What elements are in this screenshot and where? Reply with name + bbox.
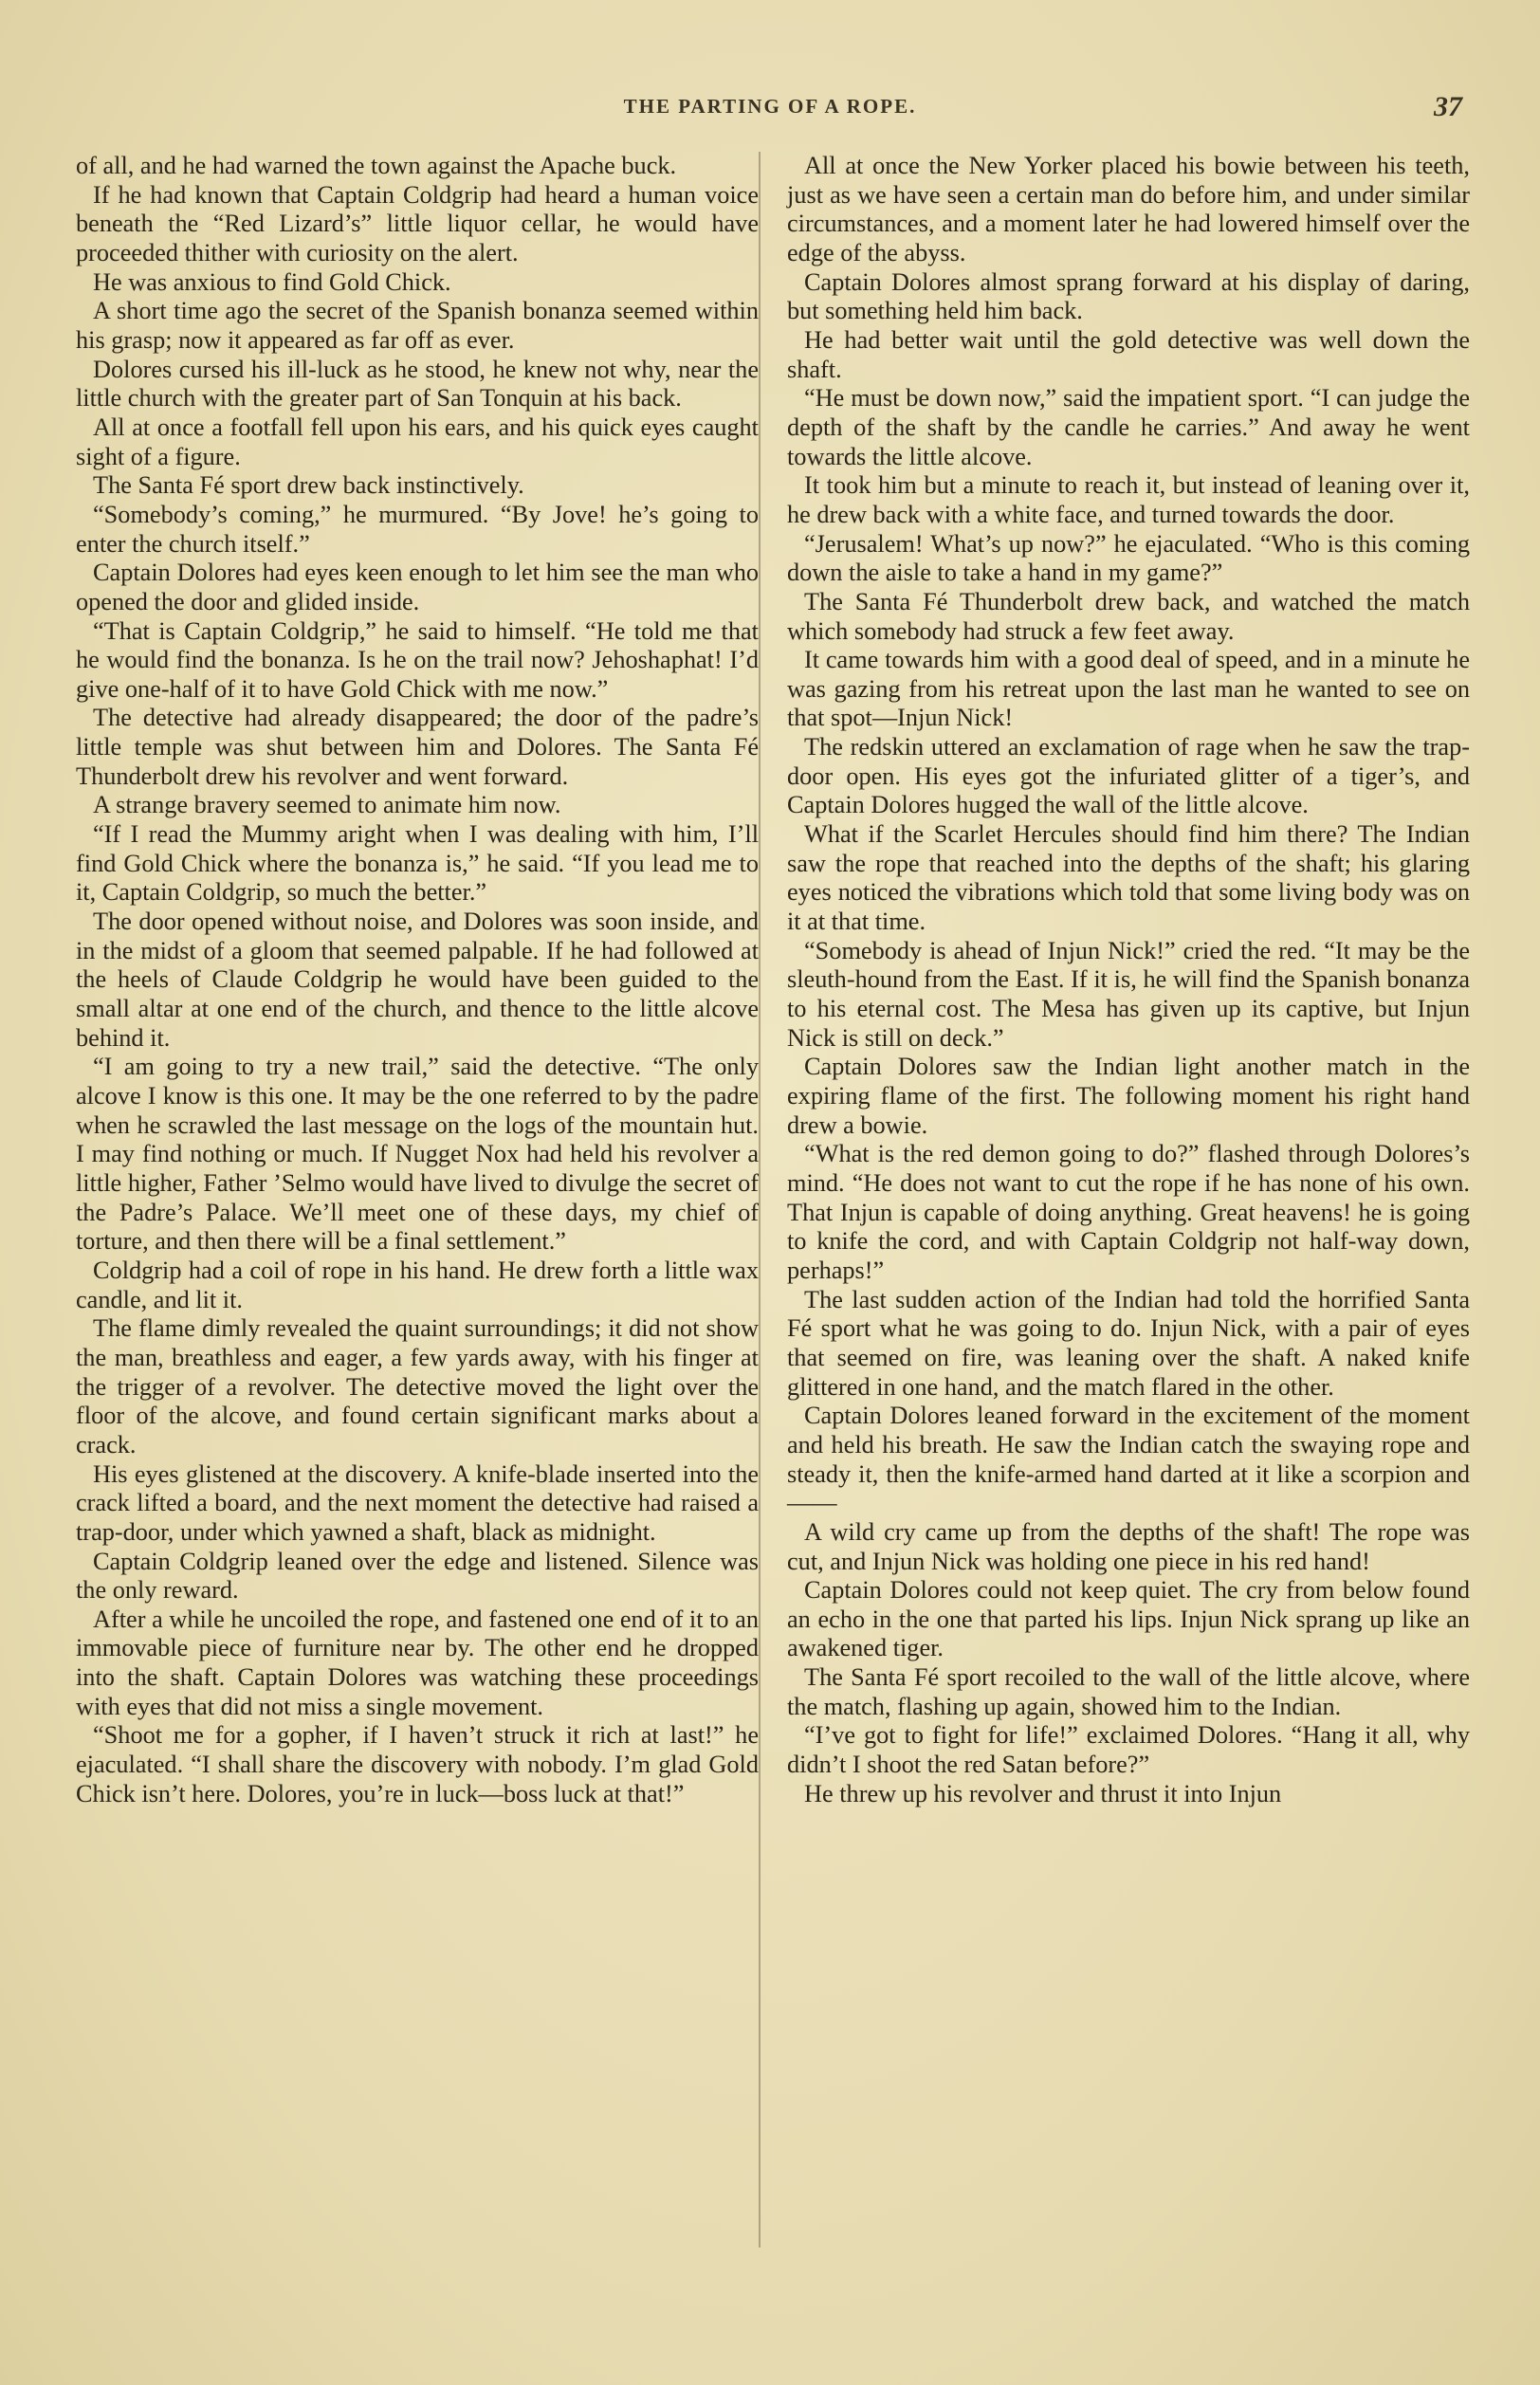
paragraph: Captain Coldgrip leaned over the edge and listened. Silence was the only reward. bbox=[76, 1547, 759, 1605]
paragraph: “If I read the Mummy aright when I was dealing with him, I’ll find Gold Chick where the bonanza is,” he said. “If you lead me to it, Captain Coldgrip, so much the better.” bbox=[76, 820, 759, 907]
column-divider bbox=[759, 152, 761, 2247]
page-number: 37 bbox=[1434, 91, 1462, 122]
paragraph: The Santa Fé Thunderbolt drew back, and watched the match which somebody had struck a few feet away. bbox=[787, 587, 1470, 645]
paragraph: He threw up his revolver and thrust it into Injun bbox=[804, 1779, 1282, 1807]
paragraph: “He must be down now,” said the impatient sport. “I can judge the depth of the shaft by the candle he carries.” And away he went towards the little alcove. bbox=[787, 384, 1470, 470]
paragraph: “That is Captain Coldgrip,” he said to himself. “He told me that he would find the bonanza. Is he on the trail now? Jehoshaphat! I’d give one-half of it to have Gold Chick with me now.” bbox=[76, 616, 759, 703]
paragraph: “What is the red demon going to do?” flashed through Dolores’s mind. “He does not want to cut the rope if he has none of his own. That Injun is capable of doing anything. Great heavens! he is going to knife the cord, and with Captain Coldgrip not half-way down, perhaps!” bbox=[787, 1140, 1470, 1284]
paragraph: Captain Dolores leaned forward in the excitement of the moment and held his breath. He saw the Indian catch the swaying rope and steady it, then the knife-armed hand darted at it like a scorpion and—— bbox=[787, 1402, 1470, 1517]
paragraph: If he had known that Captain Coldgrip had heard a human voice beneath the “Red Lizard’s” little liquor cellar, he would have proceeded thither with curiosity on the alert. bbox=[76, 180, 759, 266]
paragraph: “I’ve got to fight for life!” exclaimed Dolores. “Hang it all, why didn’t I shoot the red Satan before?” bbox=[787, 1721, 1470, 1779]
paragraph: The flame dimly revealed the quaint surroundings; it did not show the man, breathless and eager, a few yards away, with his finger at the trigger of a revolver. The detective moved the light over the floor of the alcove, and found certain significant marks about a crack. bbox=[76, 1314, 759, 1459]
paragraph: It came towards him with a good deal of speed, and in a minute he was gazing from his retreat upon the last man he wanted to see on that spot—Injun Nick! bbox=[787, 646, 1470, 732]
paragraph: Coldgrip had a coil of rope in his hand. He drew forth a little wax candle, and lit it. bbox=[76, 1256, 759, 1313]
paragraph: “Jerusalem! What’s up now?” he ejaculated. “Who is this coming down the aisle to take a hand in my game?” bbox=[787, 529, 1470, 587]
paragraph: “Somebody’s coming,” he murmured. “By Jove! he’s going to enter the church itself.” bbox=[76, 500, 759, 558]
paragraph: What if the Scarlet Hercules should find him there? The Indian saw the rope that reached into the depths of the shaft; his glaring eyes noticed the vibrations which told that some living body was on it at that time. bbox=[787, 820, 1470, 936]
paragraph: All at once the New Yorker placed his bowie between his teeth, just as we have seen a certain man do before him, and under similar circumstances, and a moment later he had lowered himself over the edge of the abyss. bbox=[787, 152, 1470, 266]
paragraph: It took him but a minute to reach it, but instead of leaning over it, he drew back with a white face, and turned towards the door. bbox=[787, 471, 1470, 528]
running-head bbox=[78, 91, 1462, 129]
paragraph: The redskin uttered an exclamation of rage when he saw the trap-door open. His eyes got the infuriated glitter of a tiger’s, and Captain Dolores hugged the wall of the little alcove. bbox=[787, 733, 1470, 819]
left-column bbox=[76, 152, 759, 1808]
paragraph: “Somebody is ahead of Injun Nick!” cried the red. “It may be the sleuth-hound from the East. If it is, he will find the Spanish bonanza to his eternal cost. The Mesa has given up its captive, but Injun Nick is still on deck.” bbox=[787, 936, 1470, 1052]
paragraph: A strange bravery seemed to animate him now. bbox=[93, 791, 561, 819]
paragraph: He was anxious to find Gold Chick. bbox=[93, 267, 451, 296]
paragraph: Captain Dolores saw the Indian light another match in the expiring flame of the first. The following moment his right hand drew a bowie. bbox=[787, 1053, 1470, 1139]
paragraph: A short time ago the secret of the Spanish bonanza seemed within his grasp; now it appeared as far off as ever. bbox=[76, 297, 759, 354]
paragraph: “I am going to try a new trail,” said the detective. “The only alcove I know is this one. It may be the one referred to by the padre when he scrawled the last message on the logs of the mountain hut. I may find nothing or much. If Nugget Nox had held his revolver a little higher, Father ’Selmo would have lived to divulge the secret of the Padre’s Palace. We’ll meet one of these days, my chief of torture, and then there will be a final settlement.” bbox=[76, 1053, 759, 1256]
right-column bbox=[787, 152, 1470, 1808]
paragraph: The Santa Fé sport drew back instinctively. bbox=[93, 471, 524, 500]
paragraph: Captain Dolores had eyes keen enough to let him see the man who opened the door and glided inside. bbox=[76, 559, 759, 615]
paragraph: A wild cry came up from the depths of the shaft! The rope was cut, and Injun Nick was holding one piece in his red hand! bbox=[787, 1517, 1470, 1575]
paragraph: Captain Dolores could not keep quiet. The cry from below found an echo in the one that parted his lips. Injun Nick sprang up like an awakened tiger. bbox=[787, 1576, 1470, 1662]
running-title: THE PARTING OF A ROPE. bbox=[623, 95, 917, 118]
paragraph: The detective had already disappeared; the door of the padre’s little temple was shut between him and Dolores. The Santa Fé Thunderbolt drew his revolver and went forward. bbox=[76, 704, 759, 790]
paragraph: of all, and he had warned the town against the Apache buck. bbox=[76, 152, 677, 179]
paragraph: He had better wait until the gold detective was well down the shaft. bbox=[787, 325, 1470, 383]
paragraph: The Santa Fé sport recoiled to the wall of the little alcove, where the match, flashing up again, showed him to the Indian. bbox=[787, 1663, 1470, 1720]
paragraph: The last sudden action of the Indian had told the horrified Santa Fé sport what he was going to do. Injun Nick, with a pair of eyes that seemed on fire, was leaning over the shaft. A naked knife glittered in one hand, and the match flared in the other. bbox=[787, 1285, 1470, 1401]
paragraph: After a while he uncoiled the rope, and fastened one end of it to an immovable piece of furniture near by. The other end he dropped into the shaft. Captain Dolores was watching these proceedings with eyes that did not miss a single movement. bbox=[76, 1605, 759, 1720]
paragraph: All at once a footfall fell upon his ears, and his quick eyes caught sight of a figure. bbox=[76, 413, 759, 470]
paragraph: Captain Dolores almost sprang forward at his display of daring, but something held him back. bbox=[787, 267, 1470, 325]
paragraph: His eyes glistened at the discovery. A knife-blade inserted into the crack lifted a board, and the next moment the detective had raised a trap-door, under which yawned a shaft, black as midnight. bbox=[76, 1459, 759, 1546]
paragraph: Dolores cursed his ill-luck as he stood, he knew not why, near the little church with the greater part of San Tonquin at his back. bbox=[76, 355, 759, 413]
paragraph: “Shoot me for a gopher, if I haven’t struck it rich at last!” he ejaculated. “I shall share the discovery with nobody. I’m glad Gold Chick isn’t here. Dolores, you’re in luck—boss luck at that!” bbox=[76, 1721, 759, 1807]
paragraph: The door opened without noise, and Dolores was soon inside, and in the midst of a gloom that seemed palpable. If he had followed at the heels of Claude Coldgrip he would have been guided to the small altar at one end of the church, and thence to the little alcove behind it. bbox=[76, 908, 759, 1052]
